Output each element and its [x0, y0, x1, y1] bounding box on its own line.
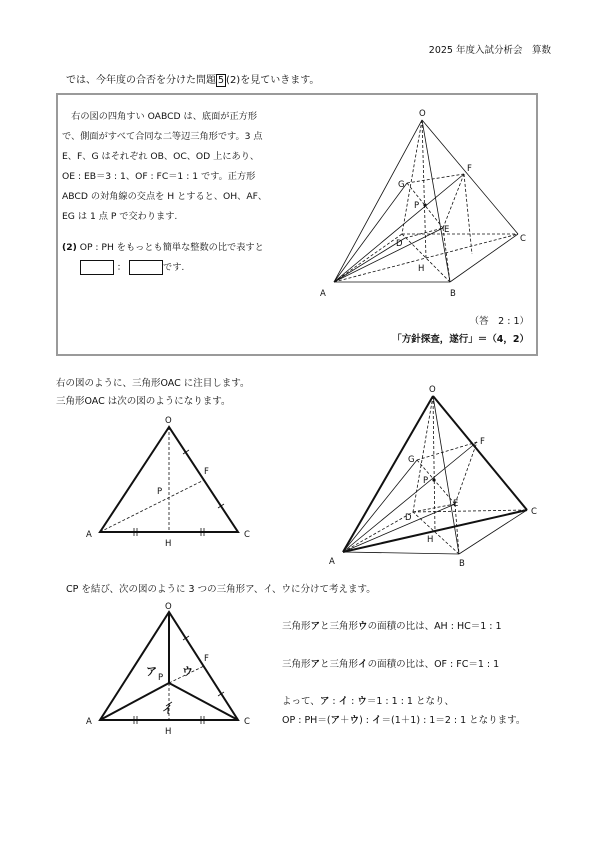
- problem-line: EG は 1 点 P で交わります.: [62, 211, 178, 222]
- split-label-o: O: [165, 602, 172, 612]
- section2-line2: 三角形OAC は次の図のようになります。: [56, 396, 231, 407]
- answer-colon: ：: [116, 262, 127, 273]
- r1-part: 三角形: [282, 621, 311, 632]
- section2-line1: 右の図のように、三角形OAC に注目します。: [56, 378, 250, 389]
- r3-region-a: ア: [319, 696, 330, 707]
- r3-part: :: [329, 696, 339, 707]
- r1-region-a: ア: [310, 621, 321, 632]
- label-d: D: [396, 239, 403, 249]
- p2-label-c: C: [531, 507, 537, 517]
- reasoning-line-4: [282, 712, 525, 726]
- reasoning-line-1: [282, 618, 502, 632]
- split-label-c: C: [244, 717, 250, 727]
- r2-part: と三角形: [320, 659, 359, 670]
- label-c: C: [520, 234, 526, 244]
- p2-label-h: H: [427, 535, 434, 545]
- problem-number-box: 5: [218, 75, 225, 86]
- tri-label-p: P: [157, 487, 163, 497]
- problem-line: OE : EB＝3 : 1、OF : FC＝1 : 1 です。正方形: [62, 171, 256, 182]
- region-i: イ: [162, 703, 173, 716]
- r3-region-u: ウ: [357, 696, 367, 707]
- r2-part: の面積の比は、OF : FC＝1 : 1: [367, 659, 500, 670]
- answer-blank-1: [80, 260, 114, 275]
- label-f: F: [467, 164, 472, 174]
- problem-line: ABCD の対角線の交点を H とすると、OH、AF、: [62, 191, 268, 202]
- r3-part: :: [348, 696, 358, 707]
- p2-label-b: B: [459, 559, 465, 569]
- triangle-split-figure: [78, 598, 268, 738]
- tri-label-h: H: [165, 539, 172, 549]
- region-u: ウ: [182, 665, 193, 678]
- answer-blank-2: [129, 260, 163, 275]
- answer-suffix: です.: [163, 262, 185, 273]
- label-e: E: [444, 225, 450, 235]
- intro-text: [66, 71, 319, 87]
- r4-part: OP : PH＝(: [282, 715, 331, 726]
- hoshin-rating: 「方針探査，遂行」＝（4，2）: [392, 334, 529, 345]
- label-p: P: [414, 201, 420, 211]
- split-label-h: H: [165, 727, 172, 737]
- split-label-p: P: [158, 673, 164, 683]
- intro-prefix: では、今年度の合否を分けた問題: [66, 75, 216, 86]
- split-label-f: F: [204, 654, 209, 664]
- r2-region-i: イ: [358, 659, 368, 670]
- problem-statement: [62, 107, 307, 227]
- split-label-a: A: [86, 717, 92, 727]
- r4-part: ) :: [359, 715, 373, 726]
- point-p-2: [432, 478, 435, 481]
- problem-line: で、側面がすべて合同な二等辺三角形です。3 点: [62, 131, 263, 142]
- question-number: (2): [62, 242, 77, 253]
- answer-text: （答 2 : 1）: [469, 316, 529, 327]
- triangle-oac-figure: [78, 412, 268, 552]
- pyramid-figure-1: [312, 104, 532, 304]
- r3-part: ＝1 : 1 : 1 となり、: [366, 696, 454, 707]
- tri-label-c: C: [244, 530, 250, 540]
- page-header: 2025 年度入試分析会 算数: [428, 45, 551, 56]
- label-g: G: [398, 180, 405, 190]
- tri-label-f: F: [204, 467, 209, 477]
- p2-label-e: E: [453, 499, 459, 509]
- r4-region-u: ウ: [349, 715, 360, 726]
- r4-region-a: ア: [330, 715, 341, 726]
- p2-label-o: O: [429, 385, 436, 395]
- r3-part: よって、: [282, 696, 320, 707]
- p2-label-f: F: [480, 437, 485, 447]
- point-p: [423, 203, 426, 206]
- problem-line: 右の図の四角すい OABCD は、底面が正方形: [62, 111, 258, 122]
- label-a: A: [320, 289, 326, 299]
- section2-text: [56, 375, 250, 411]
- r1-region-u: ウ: [358, 621, 368, 632]
- p2-label-p: P: [423, 476, 429, 486]
- p2-label-d: D: [405, 513, 412, 523]
- r4-region-i: イ: [372, 715, 382, 726]
- reasoning-line-2: [282, 656, 499, 670]
- tri-label-a: A: [86, 530, 92, 540]
- question: [62, 238, 312, 278]
- p2-label-g: G: [408, 455, 415, 465]
- r1-part: と三角形: [320, 621, 359, 632]
- r3-region-i: イ: [338, 696, 349, 707]
- section3-intro: CP を結び、次の図のように 3 つの三角形ア、イ、ウに分けて考えます。: [66, 584, 376, 595]
- tri-label-o: O: [165, 416, 172, 426]
- label-b: B: [450, 289, 456, 299]
- r4-part: ＝(1＋1) : 1＝2 : 1 となります。: [381, 715, 526, 726]
- region-a: ア: [146, 665, 157, 678]
- reasoning-line-3: [282, 693, 454, 707]
- label-o: O: [419, 109, 426, 119]
- label-h: H: [418, 264, 425, 274]
- r1-part: の面積の比は、AH : HC＝1 : 1: [367, 621, 502, 632]
- pyramid-figure-2: [325, 382, 555, 572]
- question-text: OP : PH をもっとも簡単な整数の比で表すと: [76, 242, 264, 253]
- r2-part: 三角形: [282, 659, 311, 670]
- problem-subnumber: (2): [226, 75, 241, 86]
- p2-label-a: A: [329, 557, 335, 567]
- r2-region-a: ア: [310, 659, 321, 670]
- r4-part: ＋: [340, 715, 350, 726]
- intro-suffix: を見ていきます。: [240, 75, 320, 86]
- problem-line: E、F、G はそれぞれ OB、OC、OD 上にあり、: [62, 151, 260, 162]
